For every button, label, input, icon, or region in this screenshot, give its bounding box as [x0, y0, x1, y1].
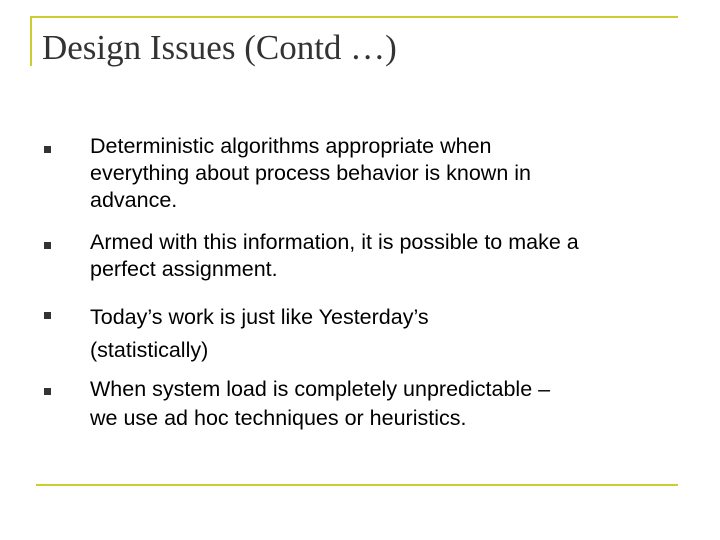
- bullet-text: When system load is completely unpredictable – we use ad hoc techniques or heuristics.: [90, 377, 551, 430]
- bottom-horizontal-rule: [36, 484, 678, 486]
- bullet-text: Today’s work is just like Yesterday’s (statistically): [90, 305, 429, 362]
- bullet-text: Deterministic algorithms appropriate when everything about process behavior is known in advance.: [90, 134, 532, 212]
- top-horizontal-rule: [30, 16, 678, 18]
- square-bullet-icon: [44, 312, 51, 319]
- top-vertical-rule: [30, 16, 32, 66]
- square-bullet-icon: [44, 146, 51, 153]
- square-bullet-icon: [44, 388, 51, 395]
- slide-title: Design Issues (Contd …): [42, 28, 397, 67]
- square-bullet-icon: [44, 242, 51, 249]
- bullet-text: Armed with this information, it is possible to make a perfect assignment.: [90, 230, 579, 281]
